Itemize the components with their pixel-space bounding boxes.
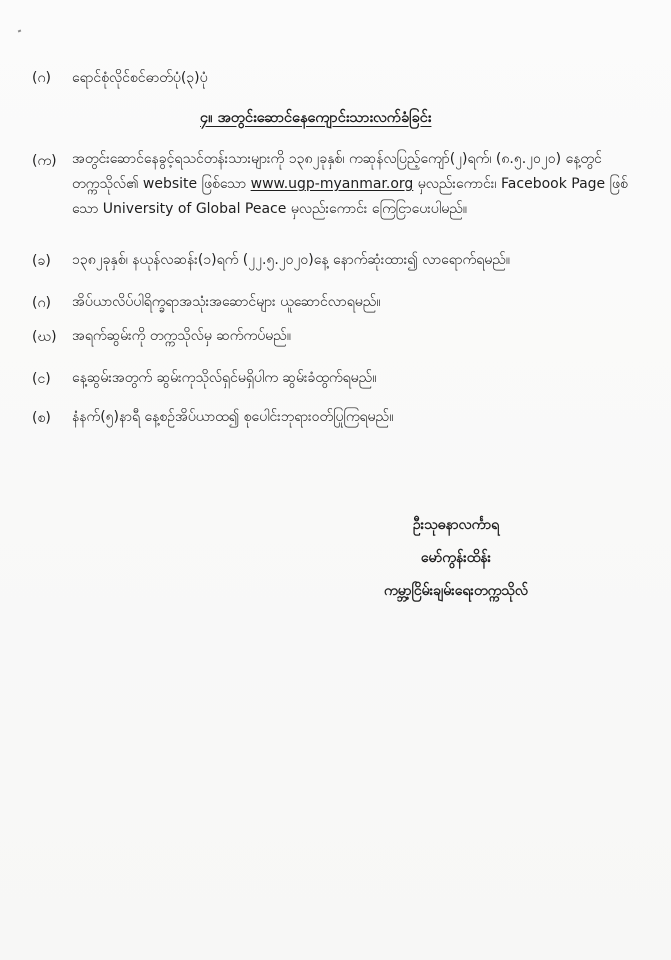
list-item-marker: (က): [32, 153, 57, 169]
list-item-text: အရက်ဆွမ်းကို တက္ကသိုလ်မှ ဆက်ကပ်မည်။: [72, 328, 291, 344]
list-item-marker: (ဂ): [32, 295, 51, 311]
list-item-text: အိပ်ယာလိပ်ပါရိက္ခရာအသုံးအဆောင်များ ယူဆောင်လာရမည်။: [72, 294, 381, 310]
list-item-text: [72, 147, 640, 222]
list-item-text: နေ့ဆွမ်းအတွက် ဆွမ်းကုသိုလ်ရှင်မရှိပါက ဆွမ်းခံထွက်ရမည်။: [72, 370, 377, 386]
list-item-marker: (ဃ): [32, 329, 57, 345]
list-item-marker: (င): [32, 371, 51, 387]
scan-speck: [18, 30, 22, 33]
list-item-text-post: မှလည်းကောင်း၊ Facebook Page ဖြစ်သော University of Global Peace မှလည်းကောင်း ကြေငြာပေးပါမည်။: [72, 176, 628, 217]
signatory-title: မော်ကွန်းထိန်း: [420, 550, 492, 566]
list-item-text-pre: အတွင်းဆောင်နေခွင့်ရသင်တန်းသားများကို ၁၃၈၂ခုနှစ်၊ ကဆုန်လပြည့်ကျော်(၂)ရက်၊ (၈.၅.၂၀၂၀) နေ့တွင် တက္ကသိုလ်၏ website ဖြစ်သော: [72, 151, 602, 192]
website-link[interactable]: www.ugp-myanmar.org: [250, 176, 414, 192]
header-line-marker: (ဂ): [32, 70, 51, 86]
signatory-name: ဦးသုဓနာလင်္ကာရ: [412, 517, 500, 533]
list-item-marker: (စ): [32, 410, 51, 426]
list-item-text: နံနက်(၅)နာရီ နေ့စဉ်အိပ်ယာထ၍ စုပေါင်းဘုရားဝတ်ပြုကြရမည်။: [72, 409, 394, 425]
signatory-institution: ကမ္ဘာ့ငြိမ်းချမ်းရေးတက္ကသိုလ်: [384, 583, 528, 599]
list-item-marker: (ခ): [32, 253, 51, 269]
section-heading: ၄။ အတွင်းဆောင်နေကျောင်းသားလက်ခံခြင်း: [200, 110, 432, 126]
list-item-text: ၁၃၈၂ခုနှစ်၊ နယုန်လဆန်း(၁)ရက် (၂၂.၅.၂၀၂၀)နေ့ နောက်ဆုံးထား၍ လာရောက်ရမည်။: [72, 252, 511, 268]
header-line-text: ရောင်စုံလိုင်စင်ဓာတ်ပုံ(၃)ပုံ: [72, 70, 208, 86]
